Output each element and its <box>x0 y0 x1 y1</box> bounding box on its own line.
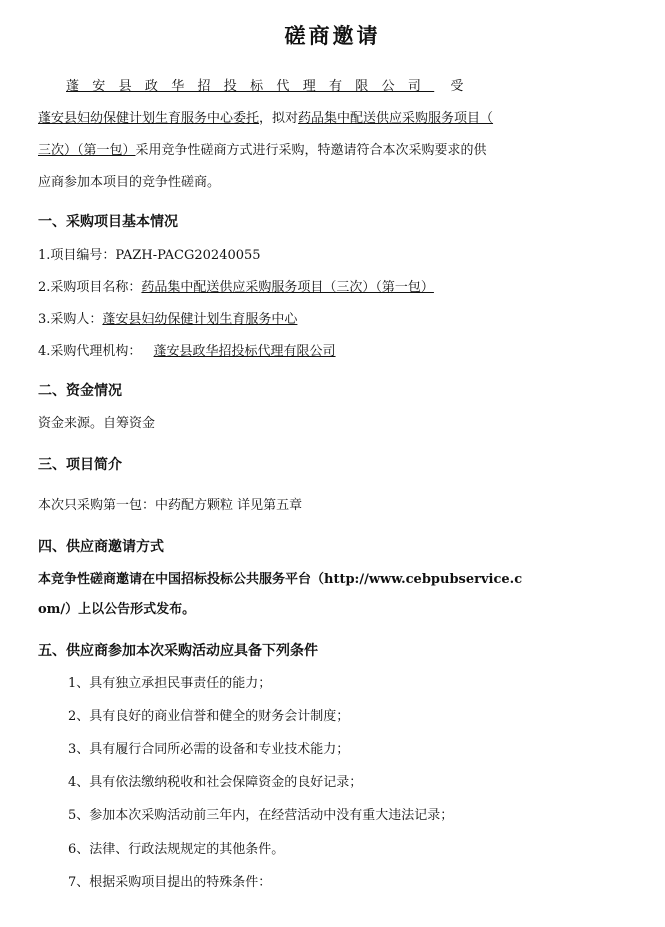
condition-item: 1、具有独立承担民事责任的能力； <box>68 676 272 691</box>
purchaser-row <box>38 311 297 329</box>
project-summary: 本次只采购第一包：中药配方颗粒 详见第五章 <box>38 498 303 513</box>
funding-source: 资金来源。自筹资金 <box>38 416 156 431</box>
purchaser-name: 蓬安县妇幼保健计划生育服务中心委托 <box>38 111 260 126</box>
intro-line-3-rest: 采用竞争性磋商方式进行采购，特邀请符合本次采购要求的供 <box>135 143 487 158</box>
section-3-heading: 三、项目简介 <box>38 457 122 473</box>
intro-line-2 <box>38 110 493 128</box>
invitation-method-line-2: om/）上以公告形式发布。 <box>38 602 196 617</box>
intro-mid: ，拟对 <box>259 111 299 126</box>
intro-line-3 <box>38 142 487 160</box>
project-name-row <box>38 279 434 297</box>
condition-item: 2、具有良好的商业信誉和健全的财务会计制度； <box>68 709 350 724</box>
agency-row <box>38 343 336 361</box>
project-name-part-a: 药品集中配送供应采购服务项目（ <box>298 111 494 126</box>
condition-item: 6、法律、行政法规规定的其他条件。 <box>68 842 285 857</box>
agency-value: 蓬安县政华招投标代理有限公司 <box>153 344 336 359</box>
condition-item: 3、具有履行合同所必需的设备和专业技术能力； <box>68 742 350 757</box>
receive-word: 受 <box>450 79 464 94</box>
section-1-heading: 一、采购项目基本情况 <box>38 214 178 230</box>
section-2-heading: 二、资金情况 <box>38 383 122 399</box>
document-title: 磋商邀请 <box>284 23 381 48</box>
purchaser-label: 3.采购人： <box>38 312 103 327</box>
section-4-heading: 四、供应商邀请方式 <box>38 539 164 555</box>
condition-item: 5、参加本次采购活动前三年内，在经营活动中没有重大违法记录； <box>68 808 454 823</box>
section-5-heading: 五、供应商参加本次采购活动应具备下列条件 <box>38 643 318 659</box>
condition-item: 7、根据采购项目提出的特殊条件： <box>68 875 272 890</box>
condition-item: 4、具有依法缴纳税收和社会保障资金的良好记录； <box>68 775 363 790</box>
project-number: 1.项目编号：PAZH-PACG20240055 <box>38 248 261 263</box>
invitation-method-line-1: 本竞争性磋商邀请在中国招标投标公共服务平台（http://www.cebpubservice.c <box>38 572 523 587</box>
project-name-label: 2.采购项目名称： <box>38 280 142 295</box>
agency-label: 4.采购代理机构： <box>38 344 142 359</box>
project-name-part-b: 三次）（第一包） <box>38 143 136 158</box>
intro-line-1 <box>66 78 463 96</box>
agency-name: 蓬安县政华招投标代理有限公司 <box>66 79 435 94</box>
intro-line-4: 应商参加本项目的竞争性磋商。 <box>38 175 221 190</box>
purchaser-value: 蓬安县妇幼保健计划生育服务中心 <box>102 312 298 327</box>
project-name-value: 药品集中配送供应采购服务项目（三次）（第一包） <box>141 280 434 295</box>
